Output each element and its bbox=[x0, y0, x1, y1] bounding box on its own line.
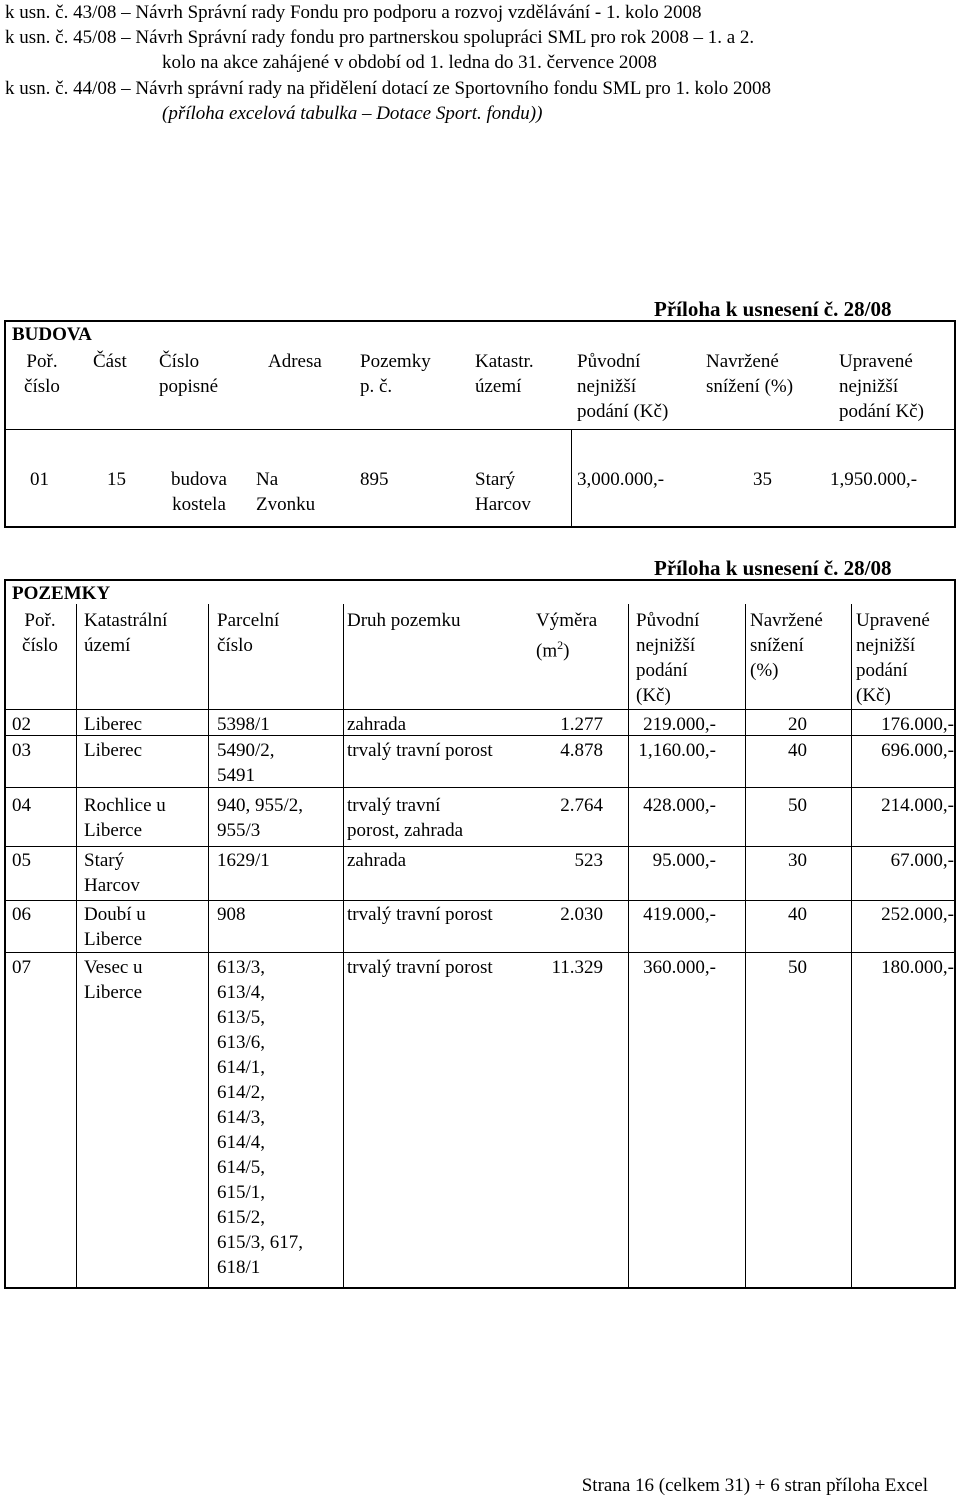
budova-header-puvodni: Původní nejnižší podání (Kč) bbox=[577, 351, 669, 422]
col-divider bbox=[851, 604, 852, 1287]
header-line-2: k usn. č. 45/08 – Návrh Správní rady fondu pro partnerskou spolupráci SML pro rok 2008 – 1. a 2. bbox=[5, 27, 755, 48]
row-divider bbox=[6, 846, 954, 847]
cell-por: 04 bbox=[12, 795, 31, 816]
cell-puvodni: 1,160.00,- bbox=[638, 740, 716, 761]
cell-vymera: 11.329 bbox=[551, 957, 603, 978]
cell-uzemi: Vesec u Liberce bbox=[84, 957, 143, 1003]
budova-cell-puvodni: 3,000.000,- bbox=[577, 469, 665, 490]
budova-header-navrzene: Navržené snížení (%) bbox=[706, 351, 794, 397]
cell-parcela: 940, 955/2, 955/3 bbox=[217, 795, 304, 841]
cell-uzemi: Liberec bbox=[84, 714, 143, 735]
cell-navrzene: 20 bbox=[788, 714, 807, 735]
row-divider bbox=[6, 952, 954, 953]
budova-cell-pozemky: 895 bbox=[360, 469, 389, 490]
cell-upravene: 180.000,- bbox=[881, 957, 954, 978]
pozemky-table bbox=[4, 579, 956, 1289]
cell-parcela: 5490/2, 5491 bbox=[217, 740, 275, 786]
budova-cell-cislo-popisne: budova kostela bbox=[171, 469, 227, 515]
col-divider bbox=[343, 604, 344, 1287]
cell-por: 06 bbox=[12, 904, 31, 925]
pozemky-annex-title: Příloha k usnesení č. 28/08 bbox=[654, 556, 892, 580]
col-divider bbox=[628, 604, 629, 1287]
cell-parcela: 1629/1 bbox=[217, 850, 270, 871]
cell-por: 03 bbox=[12, 740, 31, 761]
cell-druh: trvalý travní porost bbox=[347, 957, 493, 978]
cell-upravene: 252.000,- bbox=[881, 904, 954, 925]
cell-upravene: 67.000,- bbox=[890, 850, 954, 871]
budova-cell-por: 01 bbox=[30, 469, 49, 490]
cell-uzemi: Rochlice u Liberce bbox=[84, 795, 166, 841]
cell-uzemi: Starý Harcov bbox=[84, 850, 140, 896]
budova-header-upravene: Upravené nejnižší podání Kč) bbox=[839, 351, 924, 422]
cell-navrzene: 40 bbox=[788, 740, 807, 761]
budova-annex-title: Příloha k usnesení č. 28/08 bbox=[654, 297, 892, 321]
page-footer: Strana 16 (celkem 31) + 6 stran příloha Excel bbox=[581, 1475, 928, 1496]
budova-cell-cast: 15 bbox=[107, 469, 126, 490]
cell-por: 07 bbox=[12, 957, 31, 978]
pozemky-header-parcelni: Parcelní číslo bbox=[217, 610, 280, 656]
cell-druh: trvalý travní porost bbox=[347, 740, 493, 761]
cell-vymera: 4.878 bbox=[560, 740, 603, 761]
row-divider bbox=[6, 735, 954, 736]
cell-vymera: 2.030 bbox=[560, 904, 603, 925]
budova-header-cislo-popisne: Číslo popisné bbox=[159, 351, 219, 397]
cell-upravene: 176.000,- bbox=[881, 714, 954, 735]
cell-por: 05 bbox=[12, 850, 31, 871]
cell-puvodni: 419.000,- bbox=[643, 904, 716, 925]
col-divider bbox=[745, 604, 746, 1287]
budova-cell-adresa: Na Zvonku bbox=[256, 469, 316, 515]
cell-parcela: 908 bbox=[217, 904, 246, 925]
cell-vymera: 1.277 bbox=[560, 714, 603, 735]
cell-puvodni: 95.000,- bbox=[652, 850, 716, 871]
budova-cell-navrzene: 35 bbox=[753, 469, 772, 490]
pozemky-header-puvodni: Původní nejnižší podání (Kč) bbox=[636, 610, 700, 706]
cell-puvodni: 360.000,- bbox=[643, 957, 716, 978]
col-divider bbox=[208, 604, 209, 1287]
pozemky-header-navrzene: Navržené snížení (%) bbox=[750, 610, 823, 681]
header-line-3: kolo na akce zahájené v období od 1. ledna do 31. července 2008 bbox=[162, 52, 657, 73]
cell-druh: zahrada bbox=[347, 850, 407, 871]
pozemky-header-katastralni: Katastrální území bbox=[84, 610, 168, 656]
cell-druh: trvalý travní porost, zahrada bbox=[347, 795, 464, 841]
budova-header-adresa: Adresa bbox=[268, 351, 322, 372]
budova-header-katastr: Katastr. území bbox=[475, 351, 534, 397]
pozemky-header-por: Poř. číslo bbox=[22, 610, 58, 656]
row-divider bbox=[6, 900, 954, 901]
col-divider bbox=[76, 604, 77, 1287]
budova-header-cast: Část bbox=[93, 351, 127, 372]
cell-navrzene: 40 bbox=[788, 904, 807, 925]
budova-cell-katastr: Starý Harcov bbox=[475, 469, 531, 515]
cell-vymera: 2.764 bbox=[560, 795, 603, 816]
cell-navrzene: 50 bbox=[788, 957, 807, 978]
cell-uzemi: Liberec bbox=[84, 740, 143, 761]
budova-header-pozemky: Pozemky p. č. bbox=[360, 351, 431, 397]
cell-druh: zahrada bbox=[347, 714, 407, 735]
header-line-4: k usn. č. 44/08 – Návrh správní rady na přidělení dotací ze Sportovního fondu SML pro 1. kolo 2008 bbox=[5, 78, 772, 99]
pozemky-section-label: POZEMKY bbox=[12, 583, 111, 604]
cell-puvodni: 219.000,- bbox=[643, 714, 716, 735]
header-line-1: k usn. č. 43/08 – Návrh Správní rady Fondu pro podporu a rozvoj vzdělávání - 1. kolo 2008 bbox=[5, 2, 702, 23]
pozemky-header-vymera: Výměra $(m^2)$ bbox=[536, 610, 598, 662]
cell-upravene: 696.000,- bbox=[881, 740, 954, 761]
cell-druh: trvalý travní porost bbox=[347, 904, 493, 925]
cell-vymera: 523 bbox=[574, 850, 603, 871]
header-line-5: (příloha excelová tabulka – Dotace Sport. fondu)) bbox=[162, 103, 543, 124]
cell-por: 02 bbox=[12, 714, 31, 735]
budova-cell-upravene: 1,950.000,- bbox=[830, 469, 918, 490]
cell-upravene: 214.000,- bbox=[881, 795, 954, 816]
pozemky-header-upravene: Upravené nejnižší podání (Kč) bbox=[856, 610, 930, 706]
budova-section-label: BUDOVA bbox=[12, 324, 92, 345]
budova-header-por: Poř. číslo bbox=[24, 351, 60, 397]
cell-parcela: 5398/1 bbox=[217, 714, 270, 735]
budova-col-divider bbox=[571, 429, 572, 526]
pozemky-header-druh: Druh pozemku bbox=[347, 610, 461, 631]
cell-puvodni: 428.000,- bbox=[643, 795, 716, 816]
cell-navrzene: 50 bbox=[788, 795, 807, 816]
pozemky-header-divider bbox=[6, 709, 954, 710]
budova-header-divider bbox=[6, 429, 954, 430]
cell-navrzene: 30 bbox=[788, 850, 807, 871]
budova-table bbox=[4, 320, 956, 528]
cell-uzemi: Doubí u Liberce bbox=[84, 904, 146, 950]
row-divider bbox=[6, 787, 954, 788]
cell-parcela: 613/3, 613/4, 613/5, 613/6, 614/1, 614/2, 614/3, 614/4, 614/5, 615/1, 615/2, 615/3, 617, 618/1 bbox=[217, 957, 304, 1278]
